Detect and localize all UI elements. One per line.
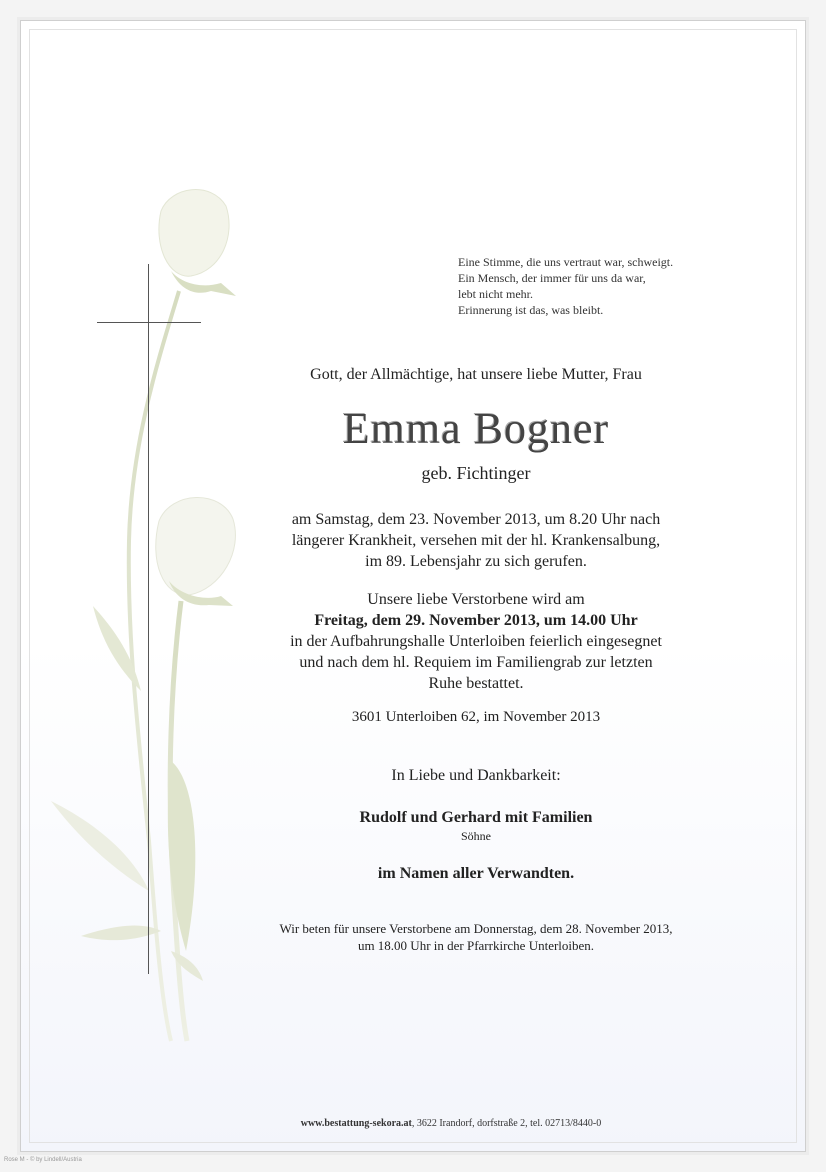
memorial-poem <box>458 254 673 318</box>
text-line: Unsere liebe Verstorbene wird am <box>367 591 585 608</box>
text-line: in der Aufbahrungshalle Unterloiben feierlich eingesegnet <box>290 633 662 650</box>
maiden-name: geb. Fichtinger <box>421 463 531 483</box>
text-line: und nach dem hl. Requiem im Familiengrab zur letzten <box>299 654 653 671</box>
footer-address: , 3622 Irandorf, dorfstraße 2, tel. 02713/8440-0 <box>411 1118 602 1129</box>
relatives-line: im Namen aller Verwandten. <box>377 865 575 882</box>
card-border <box>29 29 797 1143</box>
intro-text: Gott, der Allmächtige, hat unsere liebe Mutter, Frau <box>310 366 642 383</box>
poem-line: lebt nicht mehr. <box>458 287 533 301</box>
death-announcement <box>201 509 751 572</box>
cross-horizontal <box>97 322 201 323</box>
funeral-home-footer <box>241 1118 661 1129</box>
footer-website[interactable]: www.bestattung-sekora.at <box>300 1118 412 1129</box>
signers-role: Söhne <box>461 829 491 843</box>
text-line: Ruhe bestattet. <box>428 675 524 692</box>
cross-vertical <box>148 264 149 974</box>
place-date: 3601 Unterloiben 62, im November 2013 <box>351 709 601 725</box>
image-credit: Rose M - © by Lindell/Austria <box>4 1157 82 1163</box>
text-line: im 89. Lebensjahr zu sich gerufen. <box>365 553 587 570</box>
text-line: längerer Krankheit, versehen mit der hl. Krankensalbung, <box>291 532 661 549</box>
funeral-date: Freitag, dem 29. November 2013, um 14.00 Uhr <box>314 612 638 629</box>
poem-line: Eine Stimme, die uns vertraut war, schweigt. <box>458 255 674 269</box>
poem-line: Ein Mensch, der immer für uns da war, <box>458 271 646 285</box>
deceased-name: Emma Bogner <box>342 404 610 453</box>
text-line: Wir beten für unsere Verstorbene am Donnerstag, dem 28. November 2013, <box>279 921 673 936</box>
obituary-card <box>20 20 806 1152</box>
thanks-line: In Liebe und Dankbarkeit: <box>391 767 561 784</box>
text-line: am Samstag, dem 23. November 2013, um 8.20 Uhr nach <box>291 511 661 528</box>
prayer-notice <box>201 920 751 954</box>
text-line: um 18.00 Uhr in der Pfarrkirche Unterloiben. <box>357 938 595 953</box>
poem-line: Erinnerung ist das, was bleibt. <box>458 303 604 317</box>
funeral-details <box>201 589 751 694</box>
signers: Rudolf und Gerhard mit Familien <box>359 809 593 826</box>
